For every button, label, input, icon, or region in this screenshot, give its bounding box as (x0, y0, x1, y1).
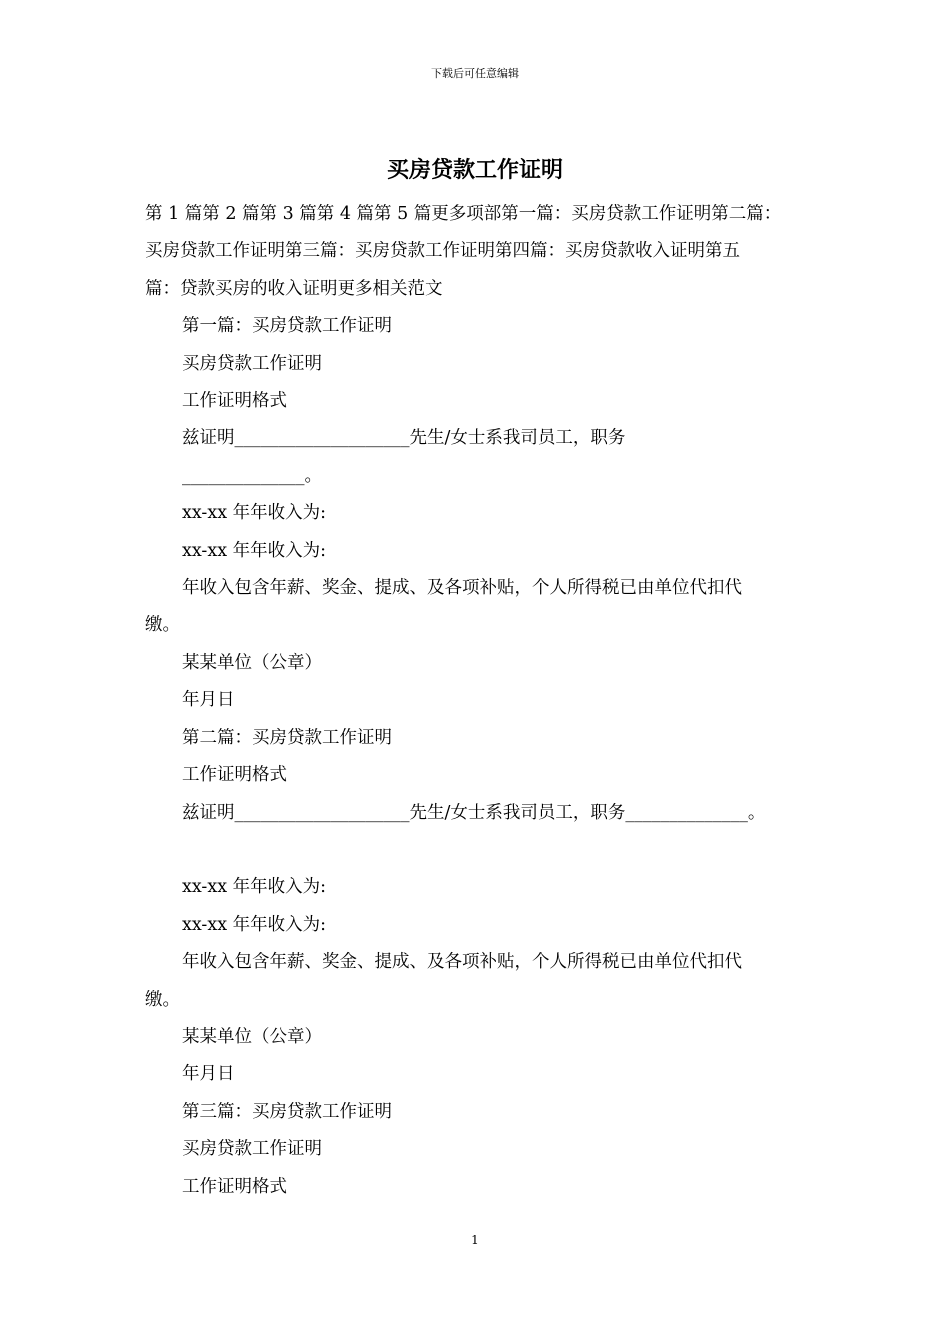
document-body (145, 196, 810, 1206)
section-subtitle: 买房贷款工作证明 (182, 1139, 322, 1160)
intro-line: 买房贷款工作证明第三篇：买房贷款工作证明第四篇：买房贷款收入证明第五 (145, 241, 740, 262)
document-title: 买房贷款工作证明 (386, 157, 563, 183)
income-line: xx-xx 年年收入为: (182, 914, 327, 935)
page-number: 1 (471, 1233, 479, 1247)
seal-line: 某某单位（公章） (182, 1026, 322, 1047)
certification-line: 兹证明____________________先生/女士系我司员工，职务______________。 (182, 802, 766, 823)
blank-line (145, 832, 810, 869)
intro-line: 第 1 篇第 2 篇第 3 篇第 4 篇第 5 篇更多项部第一篇：买房贷款工作证明第二篇： (145, 204, 782, 224)
format-label: 工作证明格式 (182, 391, 287, 412)
section-heading: 第三篇：买房贷款工作证明 (182, 1101, 392, 1122)
certification-line-continued: ______________。 (182, 465, 322, 486)
seal-line: 某某单位（公章） (182, 652, 322, 673)
format-label: 工作证明格式 (182, 765, 287, 786)
income-note-continued: 缴。 (145, 615, 180, 636)
income-note: 年收入包含年薪、奖金、提成、及各项补贴，个人所得税已由单位代扣代 (182, 578, 742, 599)
income-line: xx-xx 年年收入为: (182, 503, 327, 524)
income-note: 年收入包含年薪、奖金、提成、及各项补贴，个人所得税已由单位代扣代 (182, 952, 742, 973)
income-note-continued: 缴。 (145, 989, 180, 1010)
certification-line: 兹证明____________________先生/女士系我司员工，职务 (182, 428, 626, 449)
format-label: 工作证明格式 (182, 1176, 287, 1197)
section-heading: 第一篇：买房贷款工作证明 (182, 316, 392, 337)
date-line: 年月日 (182, 690, 235, 711)
page-header: 下载后可任意编辑 (431, 67, 519, 80)
income-line: xx-xx 年年收入为: (182, 540, 327, 561)
intro-line: 篇：贷款买房的收入证明更多相关范文 (145, 278, 443, 299)
date-line: 年月日 (182, 1064, 235, 1085)
section-heading: 第二篇：买房贷款工作证明 (182, 727, 392, 748)
section-subtitle: 买房贷款工作证明 (182, 353, 322, 374)
income-line: xx-xx 年年收入为: (182, 877, 327, 898)
